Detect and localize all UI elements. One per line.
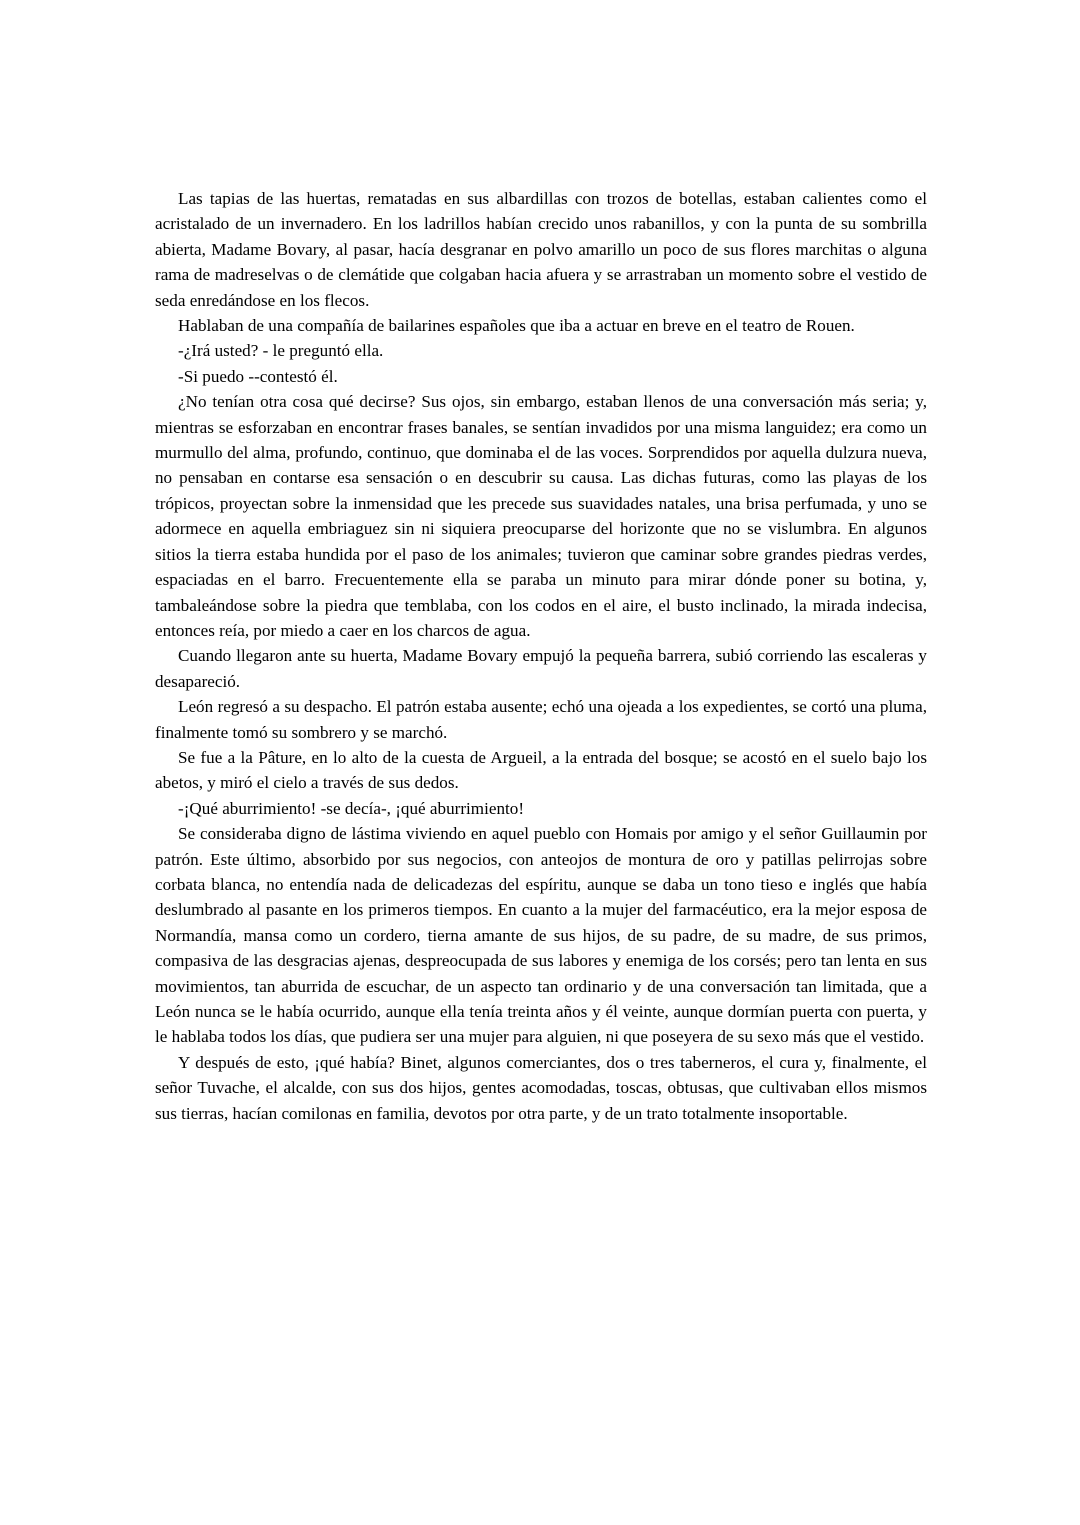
paragraph: Y después de esto, ¡qué había? Binet, algunos comerciantes, dos o tres taberneros, el cura y, finalmente, el señor Tuvache, el alcalde, con sus dos hijos, gentes acomodadas, toscas, obtusas, que cultivaban ellos mismos sus tierras, hacían comilonas en familia, devotos por otra parte, y de un trato totalmente insoportable. bbox=[155, 1052, 927, 1123]
dialogue-line: -¡Qué aburrimiento! -se decía-, ¡qué aburrimiento! bbox=[178, 798, 525, 818]
paragraph: Se consideraba digno de lástima viviendo en aquel pueblo con Homais por amigo y el señor Guillaumin por patrón. Este último, absorbido por sus negocios, con anteojos de montura de oro y patillas pelirrojas sobre corbata blanca, no entendía nada de delicadezas del espíritu, aunque se daba un tono tieso e inglés que había deslumbrado al pasante en los primeros tiempos. En cuanto a la mujer del farmacéutico, era la mejor esposa de Normandía, mansa como un cordero, tierna amante de sus hijos, de su padre, de su madre, de sus primos, compasiva de las desgracias ajenas, despreocupada de sus labores y enemiga de los corsés; pero tan lenta en sus movimientos, tan aburrida de escuchar, de un aspecto tan ordinario y de una conversación tan limitada, que a León nunca se le había ocurrido, aunque ella tenía treinta años y él veinte, aunque dormían puerta con puerta, y le hablaba todos los días, que pudiera ser una mujer para alguien, ni que poseyera de su sexo más que el vestido. bbox=[155, 824, 927, 1047]
body-text-column bbox=[155, 186, 927, 1126]
paragraph: ¿No tenían otra cosa qué decirse? Sus ojos, sin embargo, estaban llenos de una conversación más seria; y, mientras se esforzaban en encontrar frases banales, se sentían invadidos por una misma languidez; era como un murmullo del alma, profundo, continuo, que dominaba el de las voces. Sorprendidos por aquella dulzura nueva, no pensaban en contarse esa sensación o en descubrir su causa. Las dichas futuras, como las playas de los trópicos, proyectan sobre la inmensidad que les precede sus suavidades natales, una brisa perfumada, y uno se adormece en aquella embriaguez sin ni siquiera preocuparse del horizonte que no se vislumbra. En algunos sitios la tierra estaba hundida por el paso de los animales; tuvieron que caminar sobre grandes piedras verdes, espaciadas en el barro. Frecuentemente ella se paraba un minuto para mirar dónde poner su botina, y, tambaleándose sobre la piedra que temblaba, con los codos en el aire, el busto inclinado, la mirada indecisa, entonces reía, por miedo a caer en los charcos de agua. bbox=[155, 392, 927, 640]
dialogue-line: -¿Irá usted? - le preguntó ella. bbox=[178, 341, 384, 361]
paragraph: Hablaban de una compañía de bailarines españoles que iba a actuar en breve en el teatro de Rouen. bbox=[178, 316, 855, 336]
dialogue-line: -Si puedo --contestó él. bbox=[178, 366, 338, 386]
paragraph: Las tapias de las huertas, rematadas en sus albardillas con trozos de botellas, estaban calientes como el acristalado de un invernadero. En los ladrillos habían crecido unos rabanillos, y con la punta de su sombrilla abierta, Madame Bovary, al pasar, hacía desgranar en polvo amarillo un poco de sus flores marchitas o alguna rama de madreselvas o de clemátide que colgaban hacia afuera y se arrastraban un momento sobre el vestido de seda enredándose en los flecos. bbox=[155, 189, 927, 310]
paragraph: Se fue a la Pâture, en lo alto de la cuesta de Argueil, a la entrada del bosque; se acostó en el suelo bajo los abetos, y miró el cielo a través de sus dedos. bbox=[155, 747, 927, 793]
paragraph: León regresó a su despacho. El patrón estaba ausente; echó una ojeada a los expedientes, se cortó una pluma, finalmente tomó su sombrero y se marchó. bbox=[155, 697, 927, 742]
paragraph: Cuando llegaron ante su huerta, Madame Bovary empujó la pequeña barrera, subió corriendo las escaleras y desapareció. bbox=[155, 646, 927, 691]
